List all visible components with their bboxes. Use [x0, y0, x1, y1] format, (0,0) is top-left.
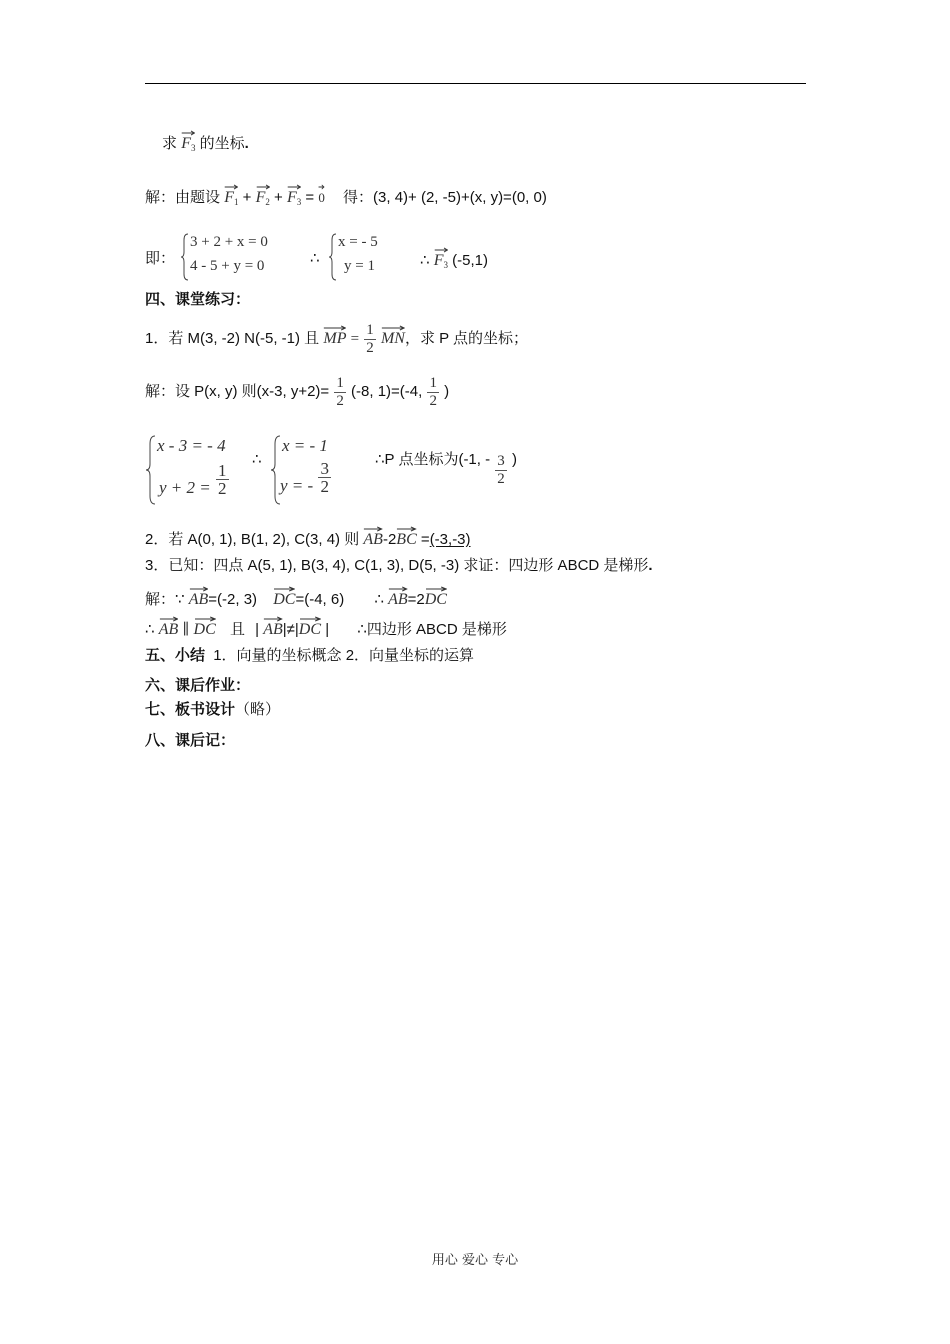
therefore-symbol: ∴ — [310, 250, 320, 267]
heading-post-class-notes: 八、课后记： — [145, 732, 236, 749]
heading-summary: 五、小结 1．向量的坐标概念 2．向量坐标的运算 — [145, 647, 475, 664]
vector-f1: $F_1$ — [224, 184, 238, 209]
equation-system-3: x - 3 = - 4 y + 2 = $\frac{1}{2}$ — [145, 434, 255, 506]
line-find-f3: 求 $F_3$ 的坐标. — [162, 130, 249, 155]
text: 求 — [162, 135, 178, 152]
vector-ab: AB — [189, 586, 209, 607]
problem-1: 1．若 M(3, -2) N(-5, -1) 且 MP = $\frac{1}{2}$ MN，求 P 点的坐标； — [145, 321, 529, 356]
therefore-symbol: ∴ — [252, 451, 262, 468]
vector-dc: DC — [425, 586, 447, 607]
page-footer: 用心 爱心 专心 — [431, 1253, 519, 1268]
heading-classroom-practice: 四、课堂练习： — [145, 291, 251, 308]
vector-ab: AB — [363, 526, 383, 547]
vector-ab: AB — [263, 616, 283, 637]
line-f3-result: ∴ $F_3$ (-5,1) — [420, 247, 488, 272]
answer: (-3,-3) — [429, 531, 471, 548]
solution-3-line-2: ∴ AB ∥ DC 且 | AB|≠| DC | ∴四边形 ABCD 是梯形 — [145, 616, 507, 640]
text: 解：由题设 — [145, 189, 221, 206]
label-ji: 即： — [145, 250, 176, 267]
vector-mp: MP — [323, 325, 346, 346]
problem-2: 2．若 A(0, 1), B(1, 2), C(3, 4) 则 AB-2 BC =(-3,-3) — [145, 526, 471, 550]
vector-dc: DC — [273, 586, 295, 607]
header-rule — [145, 83, 806, 84]
fraction-half: $\frac{1}{2}$ — [336, 374, 344, 409]
problem-3: 3．已知：四点 A(5, 1), B(3, 4), C(1, 3), D(5, -3) 求证：四边形 ABCD 是梯形. — [145, 557, 653, 574]
text: 得：(3, 4)+ (2, -5)+(x, y)=(0, 0) — [343, 189, 547, 206]
equation-system-4: x = - 1 y = - $\frac{3}{2}$ — [270, 434, 360, 506]
fraction-half: $\frac{1}{2}$ — [429, 374, 437, 409]
vector-bc: BC — [396, 526, 416, 547]
heading-homework: 六、课后作业： — [145, 677, 251, 694]
vector-zero: 0 — [318, 184, 325, 205]
vector-dc: DC — [299, 616, 321, 637]
solution-1-conclusion: ∴P 点坐标为(-1, - $\frac{3}{2}$ ) — [375, 451, 517, 487]
vector-f3: $F_3$ — [181, 130, 195, 155]
vector-f3: $F_3$ — [287, 184, 301, 209]
text: 的坐标 — [199, 135, 245, 152]
fraction-half: $\frac{1}{2}$ — [366, 321, 374, 356]
solution-3-line-1: 解：∵ AB=(-2, 3) DC=(-4, 6) ∴ AB=2 DC — [145, 586, 447, 610]
vector-ab: AB — [388, 586, 408, 607]
vector-f3: $F_3$ — [434, 247, 448, 272]
vector-mn: MN — [381, 325, 405, 346]
vector-f2: $F_2$ — [256, 184, 270, 209]
vector-ab: AB — [159, 616, 179, 637]
equation-system-1: 3 + 2 + x = 0 4 - 5 + y = 0 — [180, 232, 300, 282]
vector-dc: DC — [194, 616, 216, 637]
line-solution-setup: 解：由题设 $F_1$ + $F_2$ + $F_3$ = 0 得：(3, 4)+ (2, -5)+(x, y)=(0, 0) — [145, 184, 547, 209]
equation-system-2: x = - 5 y = 1 — [328, 232, 408, 282]
solution-1-setup: 解：设 P(x, y) 则(x-3, y+2)= $\frac{1}{2}$ (-8, 1)=(-4, $\frac{1}{2}$ ) — [145, 374, 450, 409]
heading-board-design: 七、板书设计（略） — [145, 701, 281, 718]
